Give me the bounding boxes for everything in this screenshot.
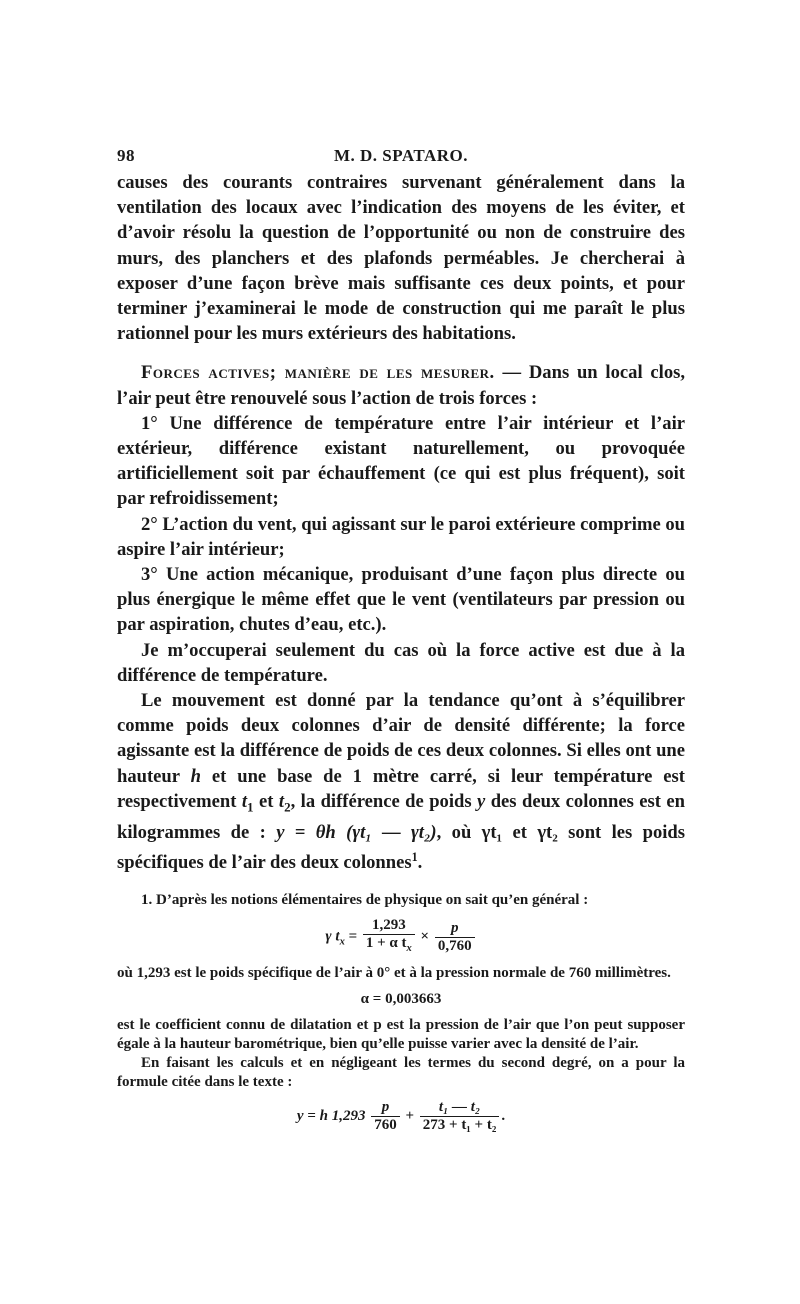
math-t1-subscript: 1: [247, 799, 254, 815]
section-paragraph: [117, 360, 685, 410]
book-page: [117, 140, 685, 1141]
footnote: [117, 891, 685, 1134]
eq1-fraction-1: [363, 917, 415, 957]
eq1-denominator-2: 0,760: [437, 937, 472, 954]
math-t2-subscript: 2: [284, 799, 291, 815]
eq1-fraction-2: [435, 920, 475, 955]
movement-paragraph: [117, 688, 685, 875]
eq1-den1-text: 1 + α t: [365, 935, 407, 952]
list-item-1: 1° Une différence de température entre l’air intérieur et l’air extérieur, différence existant naturellement, ou provoquée artificiellement soit par échauffement (ce qui est plus fréquent), soit par refroidissement;: [117, 412, 685, 510]
footnote-text-4: En faisant les calculs et en négligeant les termes du second degré, on a pour la formule citée dans le texte :: [117, 1055, 685, 1091]
eq1-times: ×: [420, 928, 430, 945]
footnote-marker: 1: [411, 850, 418, 864]
footnote-intro: [117, 891, 685, 910]
list-item-2: 2° L’action du vent, qui agissant sur le paroi extérieure comprime ou aspire l’air intérieur;: [117, 513, 685, 560]
temperature-paragraph: Je m’occuperai seulement du cas où la force active est due à la différence de température.: [117, 639, 685, 686]
footnote-text-3: est le coefficient connu de dilatation et p est la pression de l’air que l’on peut supposer égale à la hauteur barométrique, bien qu’elle puisse varier avec la densité de l’air.: [117, 1017, 685, 1053]
movement-text-1: Le mouvement est donné par la tendance qu’ont à s’équilibrer comme poids deux colonnes d’air de densité différente; la force agissante est la différence de poids de ces deux colonnes. Si elles ont une hauteur: [117, 690, 685, 787]
footnote-equation-1: [117, 917, 685, 957]
intro-paragraph: causes des courants contraires survenant généralement dans la ventilation des locaux avec l’indication des moyens de les éviter, et d’avoir résolu la question de l’opportunité ou non de construire des murs, des planchers et des plafonds perméables. Je chercherai à exposer d’une façon brève mais suffisante ces deux points, et pour terminer j’examinerai le mode de construction qui me paraît le plus rationnel pour les murs extérieurs des habitations.: [117, 172, 685, 345]
footnote-text-1: D’après les notions élémentaires de physique on sait qu’en général :: [156, 892, 589, 909]
eq1-equals: =: [348, 928, 358, 945]
eq1-numerator-2: p: [435, 920, 475, 938]
section-heading: Forces actives; manière de les mesurer.: [141, 362, 495, 384]
eq2-denominator-1: 760: [374, 1117, 397, 1134]
page-header: [117, 140, 685, 170]
math-t2: t: [278, 790, 285, 812]
page-number: 98: [117, 146, 135, 165]
math-h: h: [190, 765, 201, 787]
eq1-den1-subscript: x: [406, 943, 412, 955]
movement-et: et: [253, 790, 279, 812]
section-dash: —: [494, 362, 529, 384]
math-y: y: [477, 790, 486, 812]
footnote-label: 1.: [141, 892, 153, 909]
movement-text-3: , la différence de poids: [290, 790, 478, 812]
math-t1: t: [241, 790, 248, 812]
movement-text-5: , où γt₁ et γt₂ sont les poids spécifiques de l’air des deux colonnes: [117, 821, 686, 874]
eq2-denominator-2: 273 + t₁ + t₂: [422, 1117, 497, 1134]
eq2-plus: +: [405, 1108, 415, 1125]
eq2-numerator-1: p: [371, 1099, 400, 1117]
movement-text-2: et une base de 1 mètre carré, si leur température est respectivement: [117, 765, 685, 812]
footnote-equation-2: [117, 1099, 685, 1134]
eq2-end: .: [501, 1108, 506, 1125]
section-text: Dans un local clos, l’air peut être renouvelé sous l’action de trois forces :: [117, 362, 685, 409]
eq2-fraction-1: [371, 1099, 400, 1134]
movement-end: .: [417, 852, 423, 874]
eq2-fraction-2: [420, 1099, 500, 1134]
eq2-lhs: y = h 1,293: [296, 1108, 366, 1125]
movement-text-4: des deux colonnes est en kilogrammes de :: [117, 790, 685, 843]
eq1-lhs-subscript: x: [339, 936, 345, 948]
eq2-numerator-2: t₁ — t₂: [420, 1099, 500, 1117]
list-item-3: 3° Une action mécanique, produisant d’une façon plus directe ou plus énergique le même effet que le vent (ventilateurs par pression ou par aspiration, chutes d’eau, etc.).: [117, 564, 685, 636]
footnote-text-2: où 1,293 est le poids spécifique de l’air à 0° et à la pression normale de 760 millimètres.: [117, 965, 671, 982]
running-title: M. D. SPATARO.: [333, 146, 469, 165]
alpha-equation: α = 0,003663: [360, 991, 442, 1008]
main-text: [117, 170, 685, 875]
inline-formula: y = θh (γt₁ — γt₂): [276, 821, 437, 843]
eq1-numerator-1: 1,293: [363, 917, 415, 935]
eq1-lhs: γ t: [325, 928, 340, 945]
eq1-denominator-1: [363, 935, 415, 957]
